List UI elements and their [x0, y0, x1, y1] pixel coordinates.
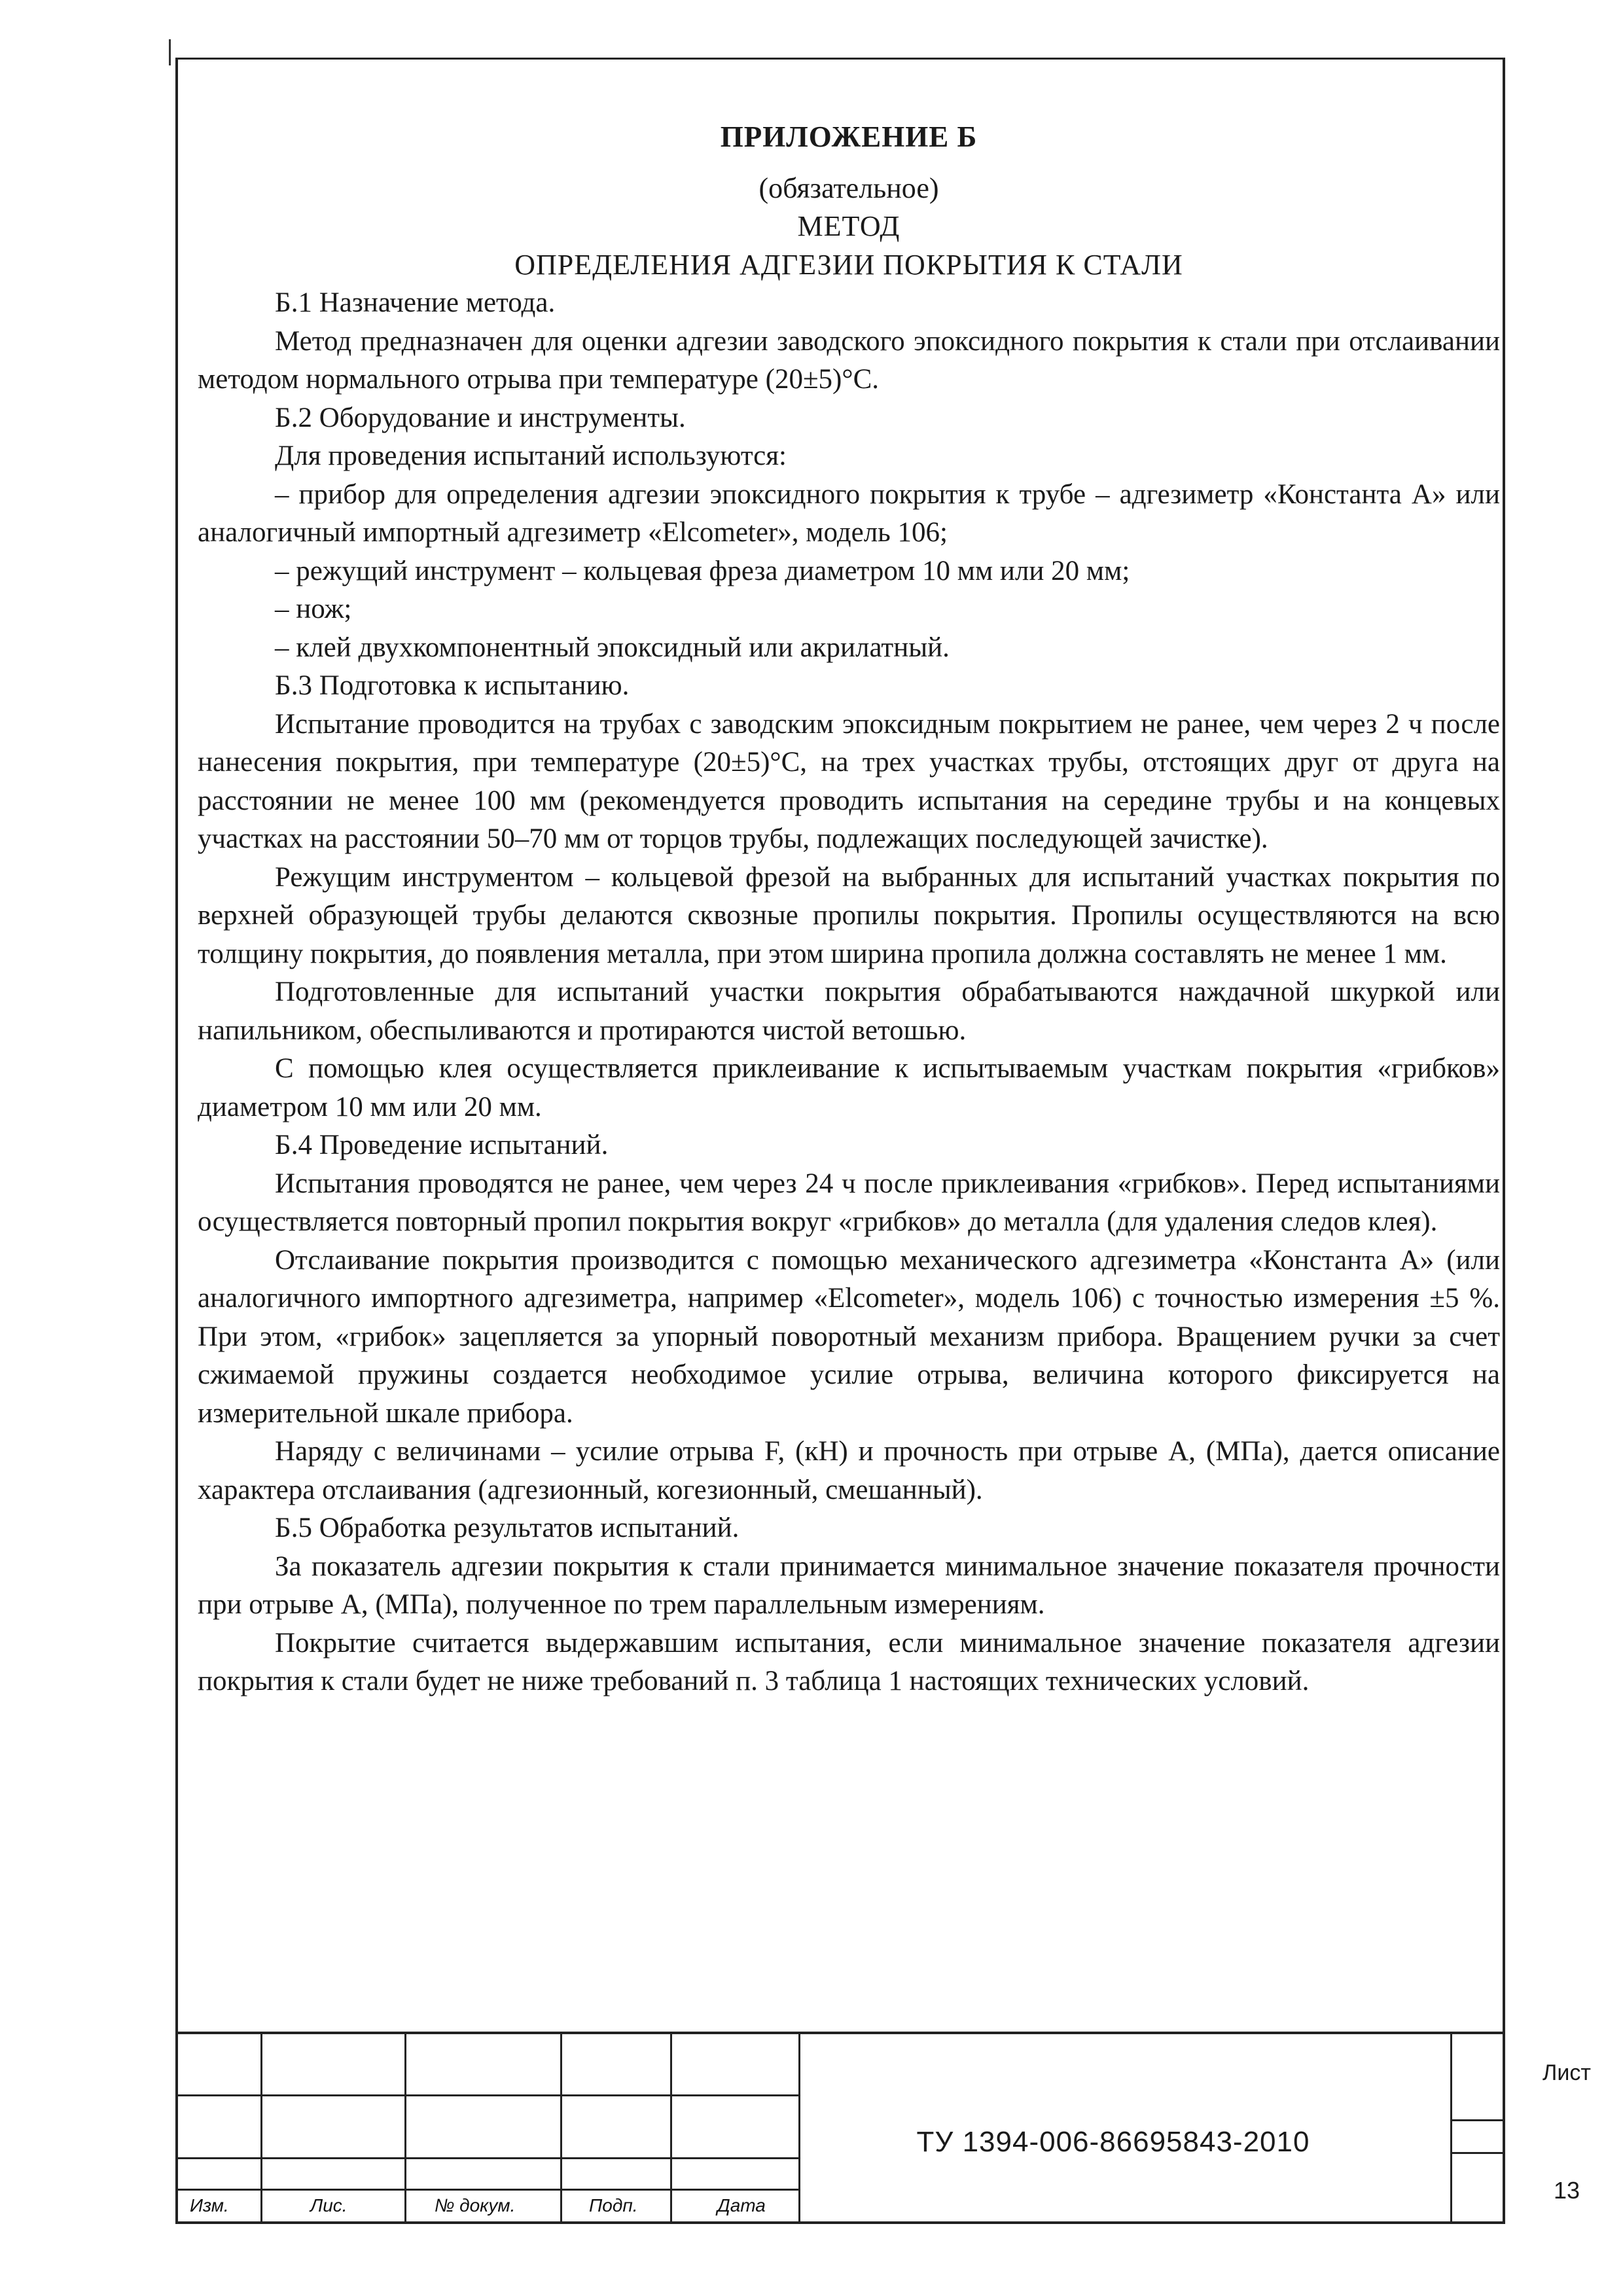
sheet-number: 13: [1553, 2177, 1580, 2204]
title-block-row-line: [1450, 2152, 1505, 2154]
section-heading: Б.3 Подготовка к испытанию.: [275, 670, 630, 701]
section-heading: Б.2 Оборудование и инструменты.: [275, 402, 686, 433]
list-item: – клей двухкомпонентный эпоксидный или акрилатный.: [275, 632, 950, 663]
list-item: – нож;: [275, 594, 352, 624]
paragraph: Для проведения испытаний используются:: [275, 440, 787, 471]
title-block-divider: [560, 2034, 562, 2224]
document-code: ТУ 1394-006-86695843-2010: [916, 2126, 1310, 2158]
paragraph: За показатель адгезии покрытия к стали принимается минимальное значение показателя прочности при отрыве А, (МПа), полученное по трем параллельным измерениям.: [198, 1551, 1500, 1620]
title-block-divider: [1450, 2034, 1452, 2224]
title-block-row-line: [175, 2189, 798, 2191]
section-heading: Б.4 Проведение испытаний.: [275, 1130, 609, 1160]
section-heading: Б.5 Обработка результатов испытаний.: [275, 1513, 740, 1543]
method-title-line2: ОПРЕДЕЛЕНИЯ АДГЕЗИИ ПОКРЫТИЯ К СТАЛИ: [514, 248, 1183, 281]
paragraph: Наряду с величинами – усилие отрыва F, (кН) и прочность при отрыве А, (МПа), дается описание характера отслаивания (адгезионный, когезионный, смешанный).: [198, 1436, 1500, 1505]
appendix-status: (обязательное): [758, 171, 939, 204]
col-ndokum-label: № докум.: [435, 2195, 516, 2215]
col-podp-label: Подп.: [589, 2195, 638, 2215]
paragraph: Подготовленные для испытаний участки покрытия обрабатываются наждачной шкуркой или напильником, обеспыливаются и протираются чистой ветошью.: [198, 977, 1500, 1046]
paragraph: Режущим инструментом – кольцевой фрезой на выбранных для испытаний участках покрытия по верхней образующей трубы делаются сквозные пропилы покрытия. Пропилы осуществляются на всю толщину покрытия, до появления металла, при этом ширина пропила должна составлять не менее 1 мм.: [198, 861, 1500, 969]
col-izm-label: Изм.: [190, 2195, 229, 2215]
col-lis-label: Лис.: [310, 2195, 348, 2215]
list-item: – прибор для определения адгезии эпоксидного покрытия к трубе – адгезиметр «Константа А» или аналогичный импортный адгезиметр «Elcometer», модель 106;: [198, 478, 1500, 548]
title-block-divider: [670, 2034, 672, 2224]
title-block-divider: [404, 2034, 406, 2224]
paragraph: Отслаивание покрытия производится с помощью механического адгезиметра «Константа А» (или аналогичного импортного адгезиметра, например «Elcometer», модель 106) с точностью измерения ±5 %. При этом, «грибок» зацепляется за упорный поворотный механизм прибора. Вращением ручки за счет сжимаемой пружины создается необходимое усилие отрыва, величина которого фиксируется на измерительной шкале прибора.: [198, 1244, 1500, 1429]
appendix-title: ПРИЛОЖЕНИЕ Б: [720, 120, 978, 153]
list-item: – режущий инструмент – кольцевая фреза диаметром 10 мм или 20 мм;: [275, 555, 1130, 586]
title-block-row-line: [1450, 2119, 1505, 2121]
paragraph: Испытания проводятся не ранее, чем через 24 ч после приклеивания «грибков». Перед испытаниями осуществляется повторный пропил покрытия вокруг «грибков» до металла (для удаления следов клея).: [198, 1168, 1500, 1237]
paragraph: Метод предназначен для оценки адгезии заводского эпоксидного покрытия к стали при отслаивании методом нормального отрыва при температуре (20±5)°С.: [198, 325, 1500, 395]
binding-mark: [169, 39, 171, 65]
document-body: [198, 118, 1500, 1701]
section-heading: Б.1 Назначение метода.: [275, 287, 556, 318]
title-block: [175, 2032, 1591, 2224]
paragraph: С помощью клея осуществляется приклеивание к испытываемым участкам покрытия «грибков» диаметром 10 мм или 20 мм.: [198, 1053, 1500, 1122]
paragraph: Покрытие считается выдержавшим испытания, если минимальное значение показателя адгезии покрытия к стали будет не ниже требований п. 3 таблица 1 настоящих технических условий.: [198, 1627, 1500, 1696]
sheet-label: Лист: [1543, 2060, 1591, 2085]
title-block-row-line: [175, 2157, 798, 2159]
method-title-line1: МЕТОД: [797, 210, 901, 242]
title-block-divider: [260, 2034, 262, 2224]
title-block-row-line: [175, 2094, 798, 2096]
paragraph: Испытание проводится на трубах с заводским эпоксидным покрытием не ранее, чем через 2 ч после нанесения покрытия, при температуре (20±5)°С, на трех участках трубы, отстоящих друг от друга на расстоянии не менее 100 мм (рекомендуется проводить испытания на середине трубы и на концевых участках на расстоянии 50–70 мм от торцов трубы, подлежащих последующей зачистке).: [198, 708, 1500, 854]
col-data-label: Дата: [717, 2195, 766, 2215]
